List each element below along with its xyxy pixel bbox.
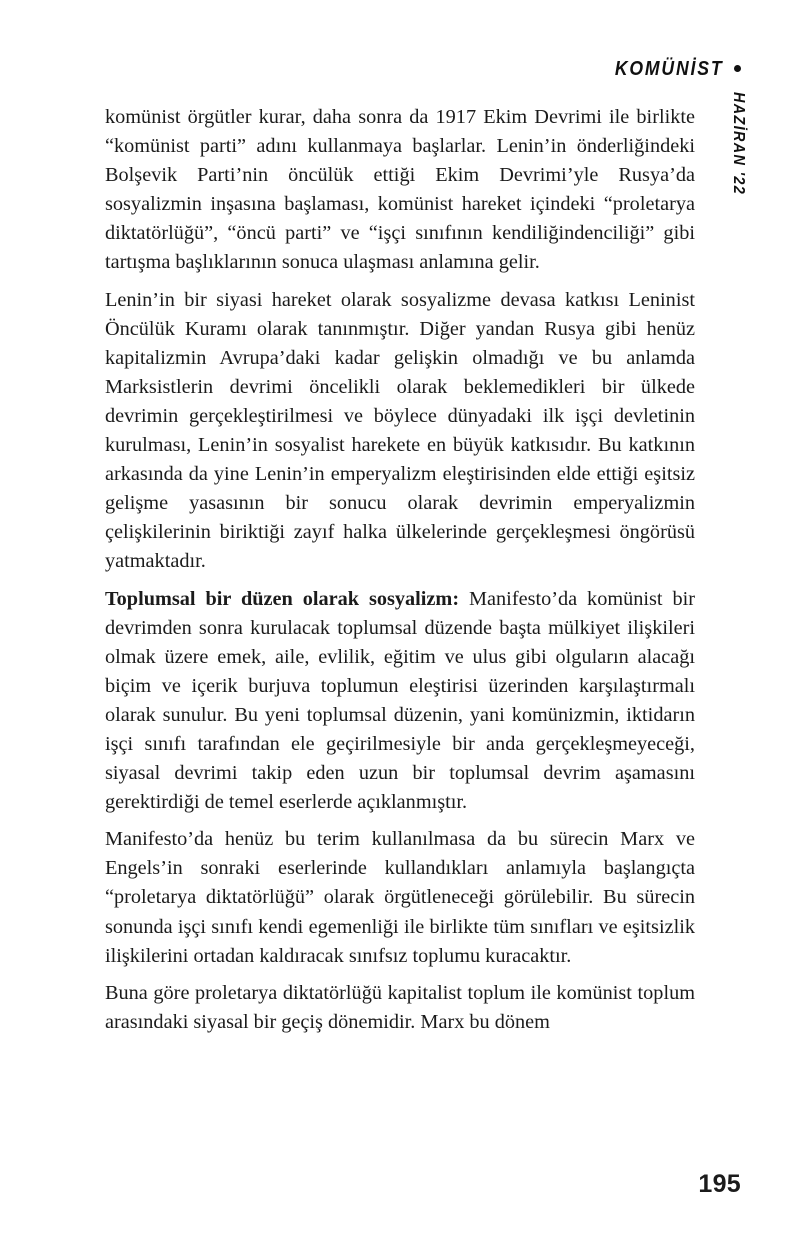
paragraph xyxy=(105,286,695,577)
paragraph xyxy=(105,825,695,970)
bullet-dot-icon xyxy=(734,65,741,72)
paragraph-text: Manifesto’da henüz bu terim kullanılmasa da bu sürecin Marx ve Engels’in sonraki eserlerinde kullandıkları anlamıyla başlangıçta “proletarya diktatörlüğü” olarak örgütleneceği görülebilir. Bu sürecin sonunda işçi sınıfı kendi egemenliği ile birlikte tüm sınıfları ve eşitsizlik ilişkilerini ortadan kaldıracak sınıfsız toplumu kuracaktır. xyxy=(105,828,695,967)
paragraph xyxy=(105,103,695,278)
page-number: 195 xyxy=(698,1170,741,1198)
issue-date-marker xyxy=(724,92,750,222)
paragraph-text: Lenin’in bir siyasi hareket olarak sosyalizme devasa katkısı Leninist Öncülük Kuramı olarak tanınmıştır. Diğer yandan Rusya gibi henüz kapitalizmin Avrupa’daki kadar gelişkin olmadığı ve bu anlamda Marksistlerin devrimi öncelikli olarak beklemedikleri bir ülkede devrimin gerçekleştirilmesi ve böylece dünyadaki ilk işçi devletinin kurulması, Lenin’in sosyalist harekete en büyük katkısıdır. Bu katkının arkasında da yine Lenin’in emperyalizm eleştirisinden elde ettiği eşitsiz gelişme yasasının bir sonucu olarak devrimin emperyalizmin çelişkilerinin biriktiği zayıf halka ülkelerinde gerçekleşmesi öngörüsü yatmaktadır. xyxy=(105,288,695,573)
paragraph xyxy=(105,979,695,1037)
running-header xyxy=(600,56,741,82)
page-title: KOMÜNİST xyxy=(614,57,723,80)
paragraph-text: Manifesto’da komünist bir devrimden sonra kurulacak toplumsal düzende başta mülkiyet ilişkileri olmak üzere emek, aile, evlilik, eğitim ve ulus gibi olguların alacağı biçim ve içerik burjuva toplumun eleştirisi üzerinden karşılaştırmalı olarak sunulur. Bu yeni toplumsal düzenin, yani komünizmin, iktidarın işçi sınıfı tarafından ele geçirilmesiyle bir anda gerçekleşmeyeceği, siyasal devrimi takip eden uzun bir toplumsal devrim aşamasını gerektirdiği de temel eserlerde açıklanmıştır. xyxy=(105,587,696,814)
body-text-column xyxy=(105,103,695,1037)
issue-date-label: HAZİRAN '22 xyxy=(730,92,747,196)
paragraph-text: komünist örgütler kurar, daha sonra da 1917 Ekim Devrimi ile birlikte “komünist parti” adını kullanmaya başlarlar. Lenin’in önderliğindeki Bolşevik Parti’nin öncülük ettiği Ekim Devrimi’yle Rusya’da sosyalizmin inşasına başlaması, komünist hareket içindeki “proletarya diktatörlüğü”, “öncü parti” ve “işçi sınıfının kendiliğindenciliği” gibi tartışma başlıklarının sonuca ulaşması anlamına gelir. xyxy=(105,106,695,274)
paragraph-text: Buna göre proletarya diktatörlüğü kapitalist toplum ile komünist toplum arasındaki siyasal bir geçiş dönemidir. Marx bu dönem xyxy=(105,981,695,1033)
paragraph-lead-in: Toplumsal bir düzen olarak sosyalizm: xyxy=(105,587,460,610)
paragraph xyxy=(105,585,695,818)
